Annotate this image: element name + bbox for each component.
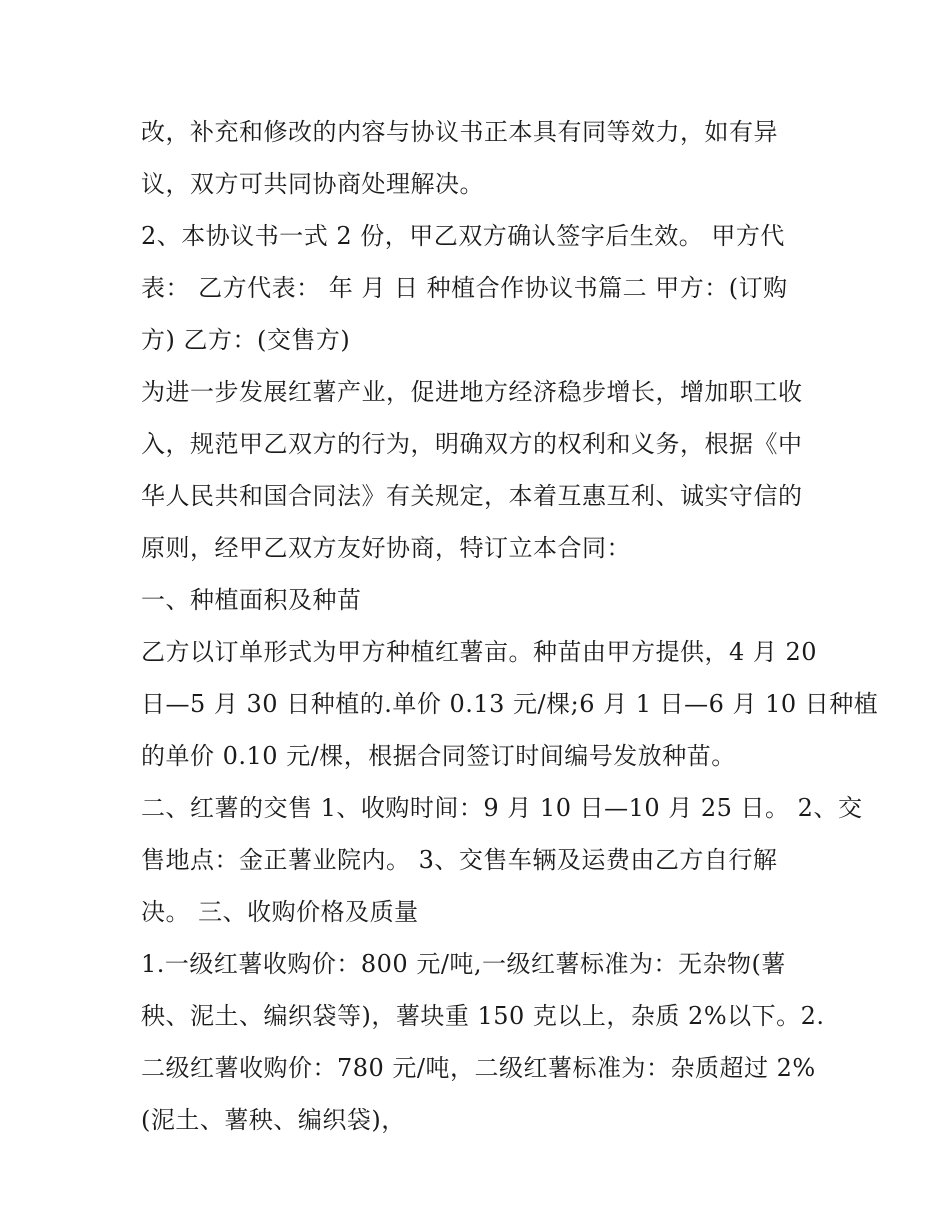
text-line: 方) 乙方：(交售方) <box>141 326 351 354</box>
contract-body-text <box>141 106 879 1146</box>
text-line: 二、红薯的交售 1、收购时间：9 月 10 日—10 月 25 日。 2、交 <box>141 794 863 822</box>
text-line: 原则，经甲乙双方友好协商，特订立本合同： <box>141 534 631 562</box>
text-line: 日—5 月 30 日种植的.单价 0.13 元/棵;6 月 1 日—6 月 10 日种植 <box>141 690 879 718</box>
text-line: 乙方以订单形式为甲方种植红薯亩。种苗由甲方提供，4 月 20 <box>141 638 818 666</box>
text-line: 2、本协议书一式 2 份，甲乙双方确认签字后生效。 甲方代 <box>141 222 785 250</box>
text-line: 决。 三、收购价格及质量 <box>141 898 419 926</box>
text-line: 入，规范甲乙双方的行为，明确双方的权利和义务，根据《中 <box>141 430 803 458</box>
text-line: 1.一级红薯收购价：800 元/吨,一级红薯标准为：无杂物(薯 <box>141 950 786 978</box>
section-heading: 一、种植面积及种苗 <box>141 586 362 614</box>
text-line: 表： 乙方代表： 年 月 日 种植合作协议书篇二 甲方：(订购 <box>141 274 788 302</box>
text-line: (泥土、薯秧、编织袋)， <box>141 1106 406 1134</box>
text-line: 二级红薯收购价：780 元/吨，二级红薯标准为：杂质超过 2% <box>141 1054 816 1082</box>
text-line: 华人民共和国合同法》有关规定，本着互惠互利、诚实守信的 <box>141 482 803 510</box>
text-line: 售地点：金正薯业院内。 3、交售车辆及运费由乙方自行解 <box>141 846 778 874</box>
text-line: 秧、泥土、编织袋等)，薯块重 150 克以上，杂质 2%以下。2. <box>141 1002 825 1030</box>
text-line: 的单价 0.10 元/棵，根据合同签订时间编号发放种苗。 <box>141 742 736 770</box>
text-line: 改，补充和修改的内容与协议书正本具有同等效力，如有异 <box>141 118 778 146</box>
text-line: 为进一步发展红薯产业，促进地方经济稳步增长，增加职工收 <box>141 378 803 406</box>
text-line: 议，双方可共同协商处理解决。 <box>141 170 484 198</box>
